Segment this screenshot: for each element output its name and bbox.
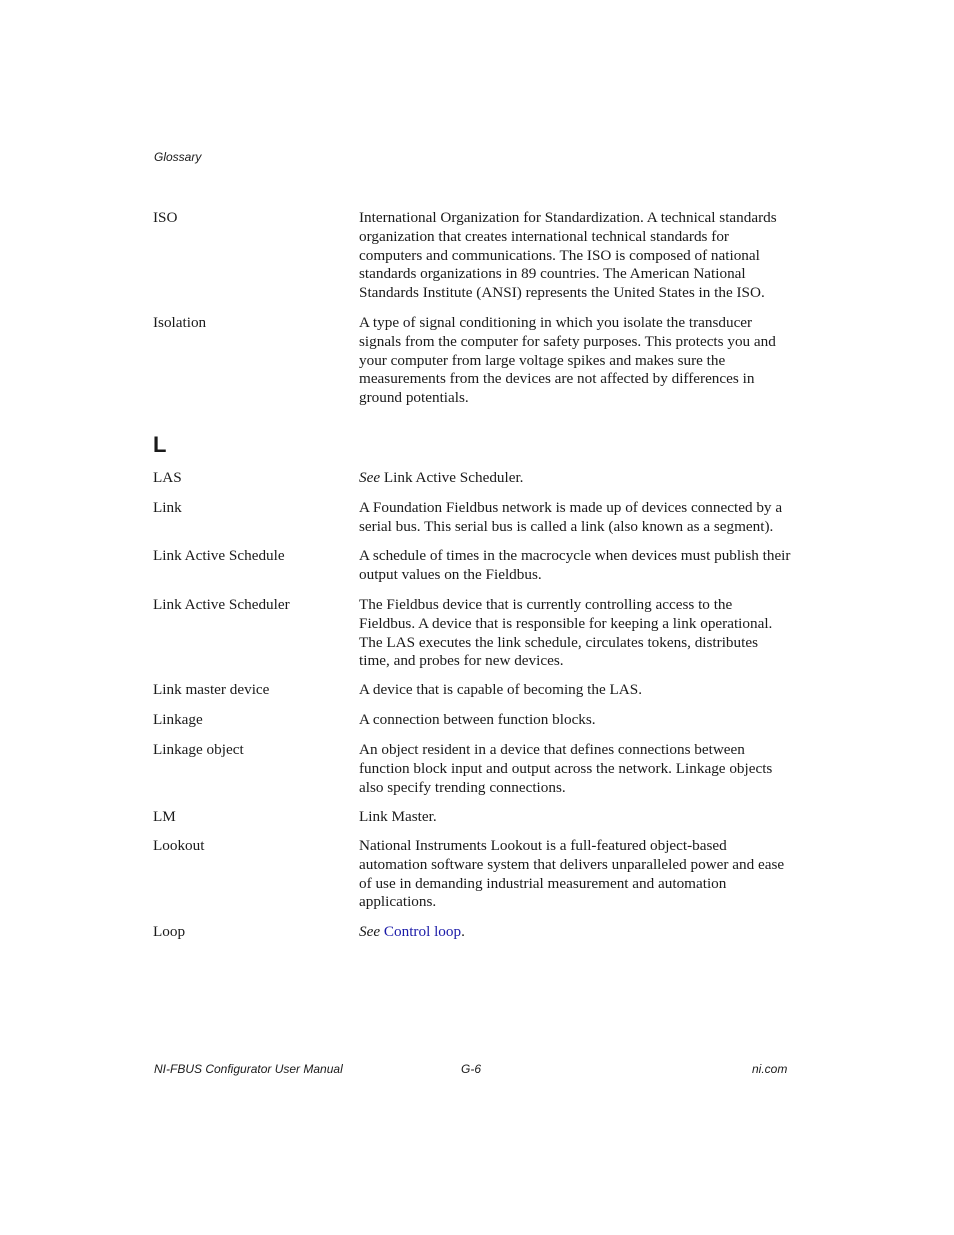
glossary-term: Linkage <box>153 711 203 728</box>
glossary-term: Link master device <box>153 681 270 698</box>
glossary-term: ISO <box>153 209 178 226</box>
glossary-term: Link Active Scheduler <box>153 596 290 613</box>
glossary-definition: Link Master. <box>359 808 437 825</box>
glossary-definition: National Instruments Lookout is a full-featured object-based automation software system that delivers unparalleled power and ease of use in demanding industrial measurement and automation applications. <box>359 837 785 911</box>
glossary-definition: See Link Active Scheduler. <box>359 469 524 486</box>
glossary-definition: An object resident in a device that defines connections between function block input and output across the network. Linkage objects also specify trending connections. <box>359 741 773 796</box>
glossary-definition: A schedule of times in the macrocycle when devices must publish their output values on the Fieldbus. <box>359 547 791 583</box>
glossary-definition: The Fieldbus device that is currently controlling access to the Fieldbus. A device that is responsible for keeping a link operational. The LAS executes the link schedule, circulates tokens, distributes time, and probes for new devices. <box>359 596 773 670</box>
glossary-term: Isolation <box>153 314 207 331</box>
glossary-term: Lookout <box>153 837 205 854</box>
see-label: See <box>359 923 381 940</box>
glossary-term: Linkage object <box>153 741 244 758</box>
glossary-term: LM <box>153 808 176 825</box>
glossary-definition: A connection between function blocks. <box>359 711 596 728</box>
section-heading-l: L <box>153 432 167 457</box>
glossary-definition: A type of signal conditioning in which you isolate the transducer signals from the computer for safety purposes. This protects you and your computer from large voltage spikes and makes sure the measurements from the devices are not affected by differences in ground potentials. <box>359 314 776 407</box>
glossary-definition: A Foundation Fieldbus network is made up of devices connected by a serial bus. This serial bus is called a link (also known as a segment). <box>359 499 783 535</box>
glossary-term: LAS <box>153 469 182 486</box>
see-label: See <box>359 469 381 486</box>
glossary-definition: See Control loop. <box>359 923 465 940</box>
footer-manual-title: NI-FBUS Configurator User Manual <box>154 1062 343 1076</box>
footer-page-number: G-6 <box>461 1062 482 1076</box>
footer-website: ni.com <box>752 1062 788 1076</box>
running-header: Glossary <box>154 150 202 164</box>
glossary-term: Link <box>153 499 182 516</box>
glossary-definition: A device that is capable of becoming the LAS. <box>359 681 642 698</box>
glossary-term: Loop <box>153 923 186 940</box>
control-loop-link[interactable]: Control loop <box>383 923 462 940</box>
glossary-definition: International Organization for Standardization. A technical standards organization that creates international technical standards for computers and communications. The ISO is composed of national standards organizations in 89 countries. The American National Standards Institute (ANSI) represents the United States in the ISO. <box>359 209 777 302</box>
glossary-term: Link Active Schedule <box>153 547 285 564</box>
